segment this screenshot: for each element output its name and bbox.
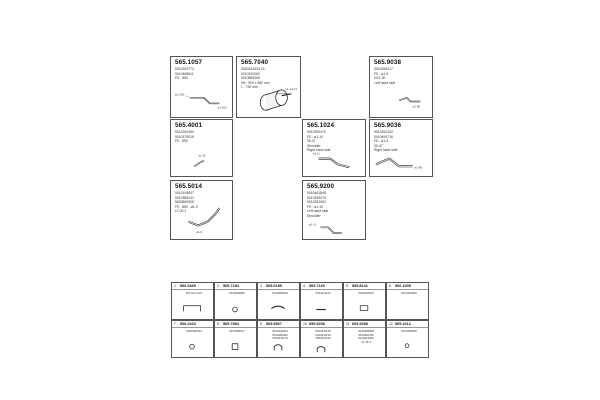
part-oe-numbers: 5010305020 <box>272 291 288 295</box>
diameter-label: ø1-11 <box>312 151 321 156</box>
part-box-565-9038[interactable] <box>369 56 433 118</box>
hanger-bracket-drawing <box>172 283 213 319</box>
part-oe-numbers: 5010396417 FE : ø1-9 0/11-90 Left hand side <box>374 67 396 85</box>
small-part-565-8141[interactable] <box>343 282 386 320</box>
part-index: 10 <box>303 322 307 326</box>
part-box-565-7040[interactable] <box>236 56 301 118</box>
part-oe-numbers: 5010304773 5010468611 FE : 850 <box>175 67 194 80</box>
part-index: 7 <box>174 322 176 326</box>
part-number: 565.5567 <box>266 322 282 326</box>
part-oe-numbers: 5010308988 5010381780 5010413966 ø1-16 3 <box>358 329 374 344</box>
part-number: 565.9036 <box>374 122 402 129</box>
part-oe-numbers: 5010250494 5010379016 FE : 850 <box>175 130 194 143</box>
part-oe-numbers: 5010304003 5010382462 5010411179 <box>272 329 288 341</box>
divider <box>387 289 428 290</box>
part-number: 699.5206 <box>309 322 325 326</box>
part-number: 565.7040 <box>241 59 269 66</box>
diameter-label: ø1-11 <box>308 222 317 227</box>
tailpipe-drawing <box>171 57 232 117</box>
small-part-565-5567[interactable] <box>257 320 300 358</box>
part-number: 565.1057 <box>175 59 203 66</box>
part-oe-numbers: 200 00 a 60T <box>185 291 203 295</box>
diameter-label: ø1-80 <box>412 104 421 109</box>
part-index: 4 <box>303 284 305 288</box>
clamp-drawing <box>172 321 213 357</box>
part-index: 2 <box>217 284 219 288</box>
small-part-506-2423[interactable] <box>171 320 214 358</box>
tailpipe-drawing <box>370 120 432 176</box>
intermediate-pipe-drawing <box>303 181 365 239</box>
diameter-label: ø1-9 <box>196 230 203 235</box>
gasket-drawing <box>344 283 385 319</box>
clamp-drawing <box>301 283 342 319</box>
tailpipe-drawing <box>370 57 432 117</box>
divider <box>344 327 385 328</box>
part-oe-numbers: 5010303883 <box>229 291 245 295</box>
part-number: 565.0185 <box>266 284 282 288</box>
part-number: 565.7160 <box>309 284 325 288</box>
part-index: 6 <box>389 284 391 288</box>
part-index: 1 <box>174 284 176 288</box>
intermediate-pipe-drawing <box>303 120 365 176</box>
rubber-mount-drawing <box>258 283 299 319</box>
small-part-566-3465[interactable] <box>171 282 214 320</box>
diameter-label: ø1-200 <box>217 105 227 110</box>
part-box-565-9036[interactable] <box>369 119 433 177</box>
part-oe-numbers: 5010461848 5010399470 5010252652 FE : ø1-10 Left hand side Shoulder <box>307 191 329 218</box>
part-box-565-5014[interactable] <box>170 180 233 240</box>
part-index: 12 <box>389 322 393 326</box>
part-oe-numbers: 5010396960 <box>401 329 417 333</box>
small-part-569-1612[interactable] <box>386 320 429 358</box>
pipe-drawing <box>171 120 232 176</box>
front-pipe-drawing <box>171 181 232 239</box>
part-box-565-9200[interactable] <box>302 180 366 240</box>
part-oe-numbers: 5010303916 <box>358 291 374 295</box>
clamp-drawing <box>215 283 256 319</box>
part-number: 565.4001 <box>175 122 203 129</box>
part-number: 566.3465 <box>180 284 196 288</box>
part-oe-numbers: 5010399470 FE : ø1-10 30-47 Shoulder Right hand side <box>307 130 331 152</box>
small-part-565-0185[interactable] <box>257 282 300 320</box>
part-oe-numbers: 5010106847 5010385241 5820860905 FE : 850 - ø1-9 LT-00.1 <box>175 191 198 213</box>
clamp-drawing <box>215 321 256 357</box>
small-part-506-1005[interactable] <box>386 282 429 320</box>
part-index: 11 <box>346 322 350 326</box>
length-label: L1-ø1-12 <box>285 86 298 91</box>
part-oe-numbers: 5010411114 <box>315 291 331 295</box>
ring-drawing <box>387 321 428 357</box>
part-oe-numbers: 5010304080 <box>401 291 417 295</box>
part-number: 565.9038 <box>374 59 402 66</box>
part-oe-numbers: 5010311149 5010311150 5000401110 <box>315 329 331 341</box>
part-number: 669.5288 <box>352 322 368 326</box>
part-index: 9 <box>260 322 262 326</box>
diameter-label: ø1-200 <box>174 92 185 97</box>
diameter-label: ø1-80 <box>414 165 423 170</box>
part-number: 506.1005 <box>395 284 411 288</box>
part-number: 565.7184 <box>223 284 239 288</box>
part-index: 8 <box>217 322 219 326</box>
part-oe-numbers: 5010252100 5010499716 FE : ø1-9 30-47 Right hand side <box>374 130 398 152</box>
small-part-669-5288[interactable] <box>343 320 386 358</box>
small-part-565-7160[interactable] <box>300 282 343 320</box>
small-part-565-7984[interactable] <box>214 320 257 358</box>
small-part-699-5206[interactable] <box>300 320 343 358</box>
part-number: 565.7984 <box>223 322 239 326</box>
u-clamp-drawing <box>258 321 299 357</box>
part-index: 3 <box>260 284 262 288</box>
part-oe-numbers: 5000156520 <box>186 329 202 333</box>
u-clamp-drawing <box>301 321 342 357</box>
part-number: 565.1024 <box>307 122 335 129</box>
part-box-565-1024[interactable] <box>302 119 366 177</box>
diameter-label: ø1-20 <box>198 153 206 158</box>
part-box-565-1057[interactable] <box>170 56 233 118</box>
part-oe-numbers: 5000104434 16 5010311969 5010865066 H6 : 900 x 380 mm L : 730 mm <box>241 67 270 89</box>
part-box-565-4001[interactable] <box>170 119 233 177</box>
rear-silencer-drawing <box>237 57 300 117</box>
part-number: 565.9200 <box>307 183 335 190</box>
part-number: 565.8141 <box>352 284 368 288</box>
part-number: 565.5014 <box>175 183 203 190</box>
part-number: 569.1612 <box>395 322 411 326</box>
part-number: 506.2423 <box>180 322 196 326</box>
small-part-565-7184[interactable] <box>214 282 257 320</box>
part-index: 5 <box>346 284 348 288</box>
part-oe-numbers: 5010396017 <box>229 329 245 333</box>
